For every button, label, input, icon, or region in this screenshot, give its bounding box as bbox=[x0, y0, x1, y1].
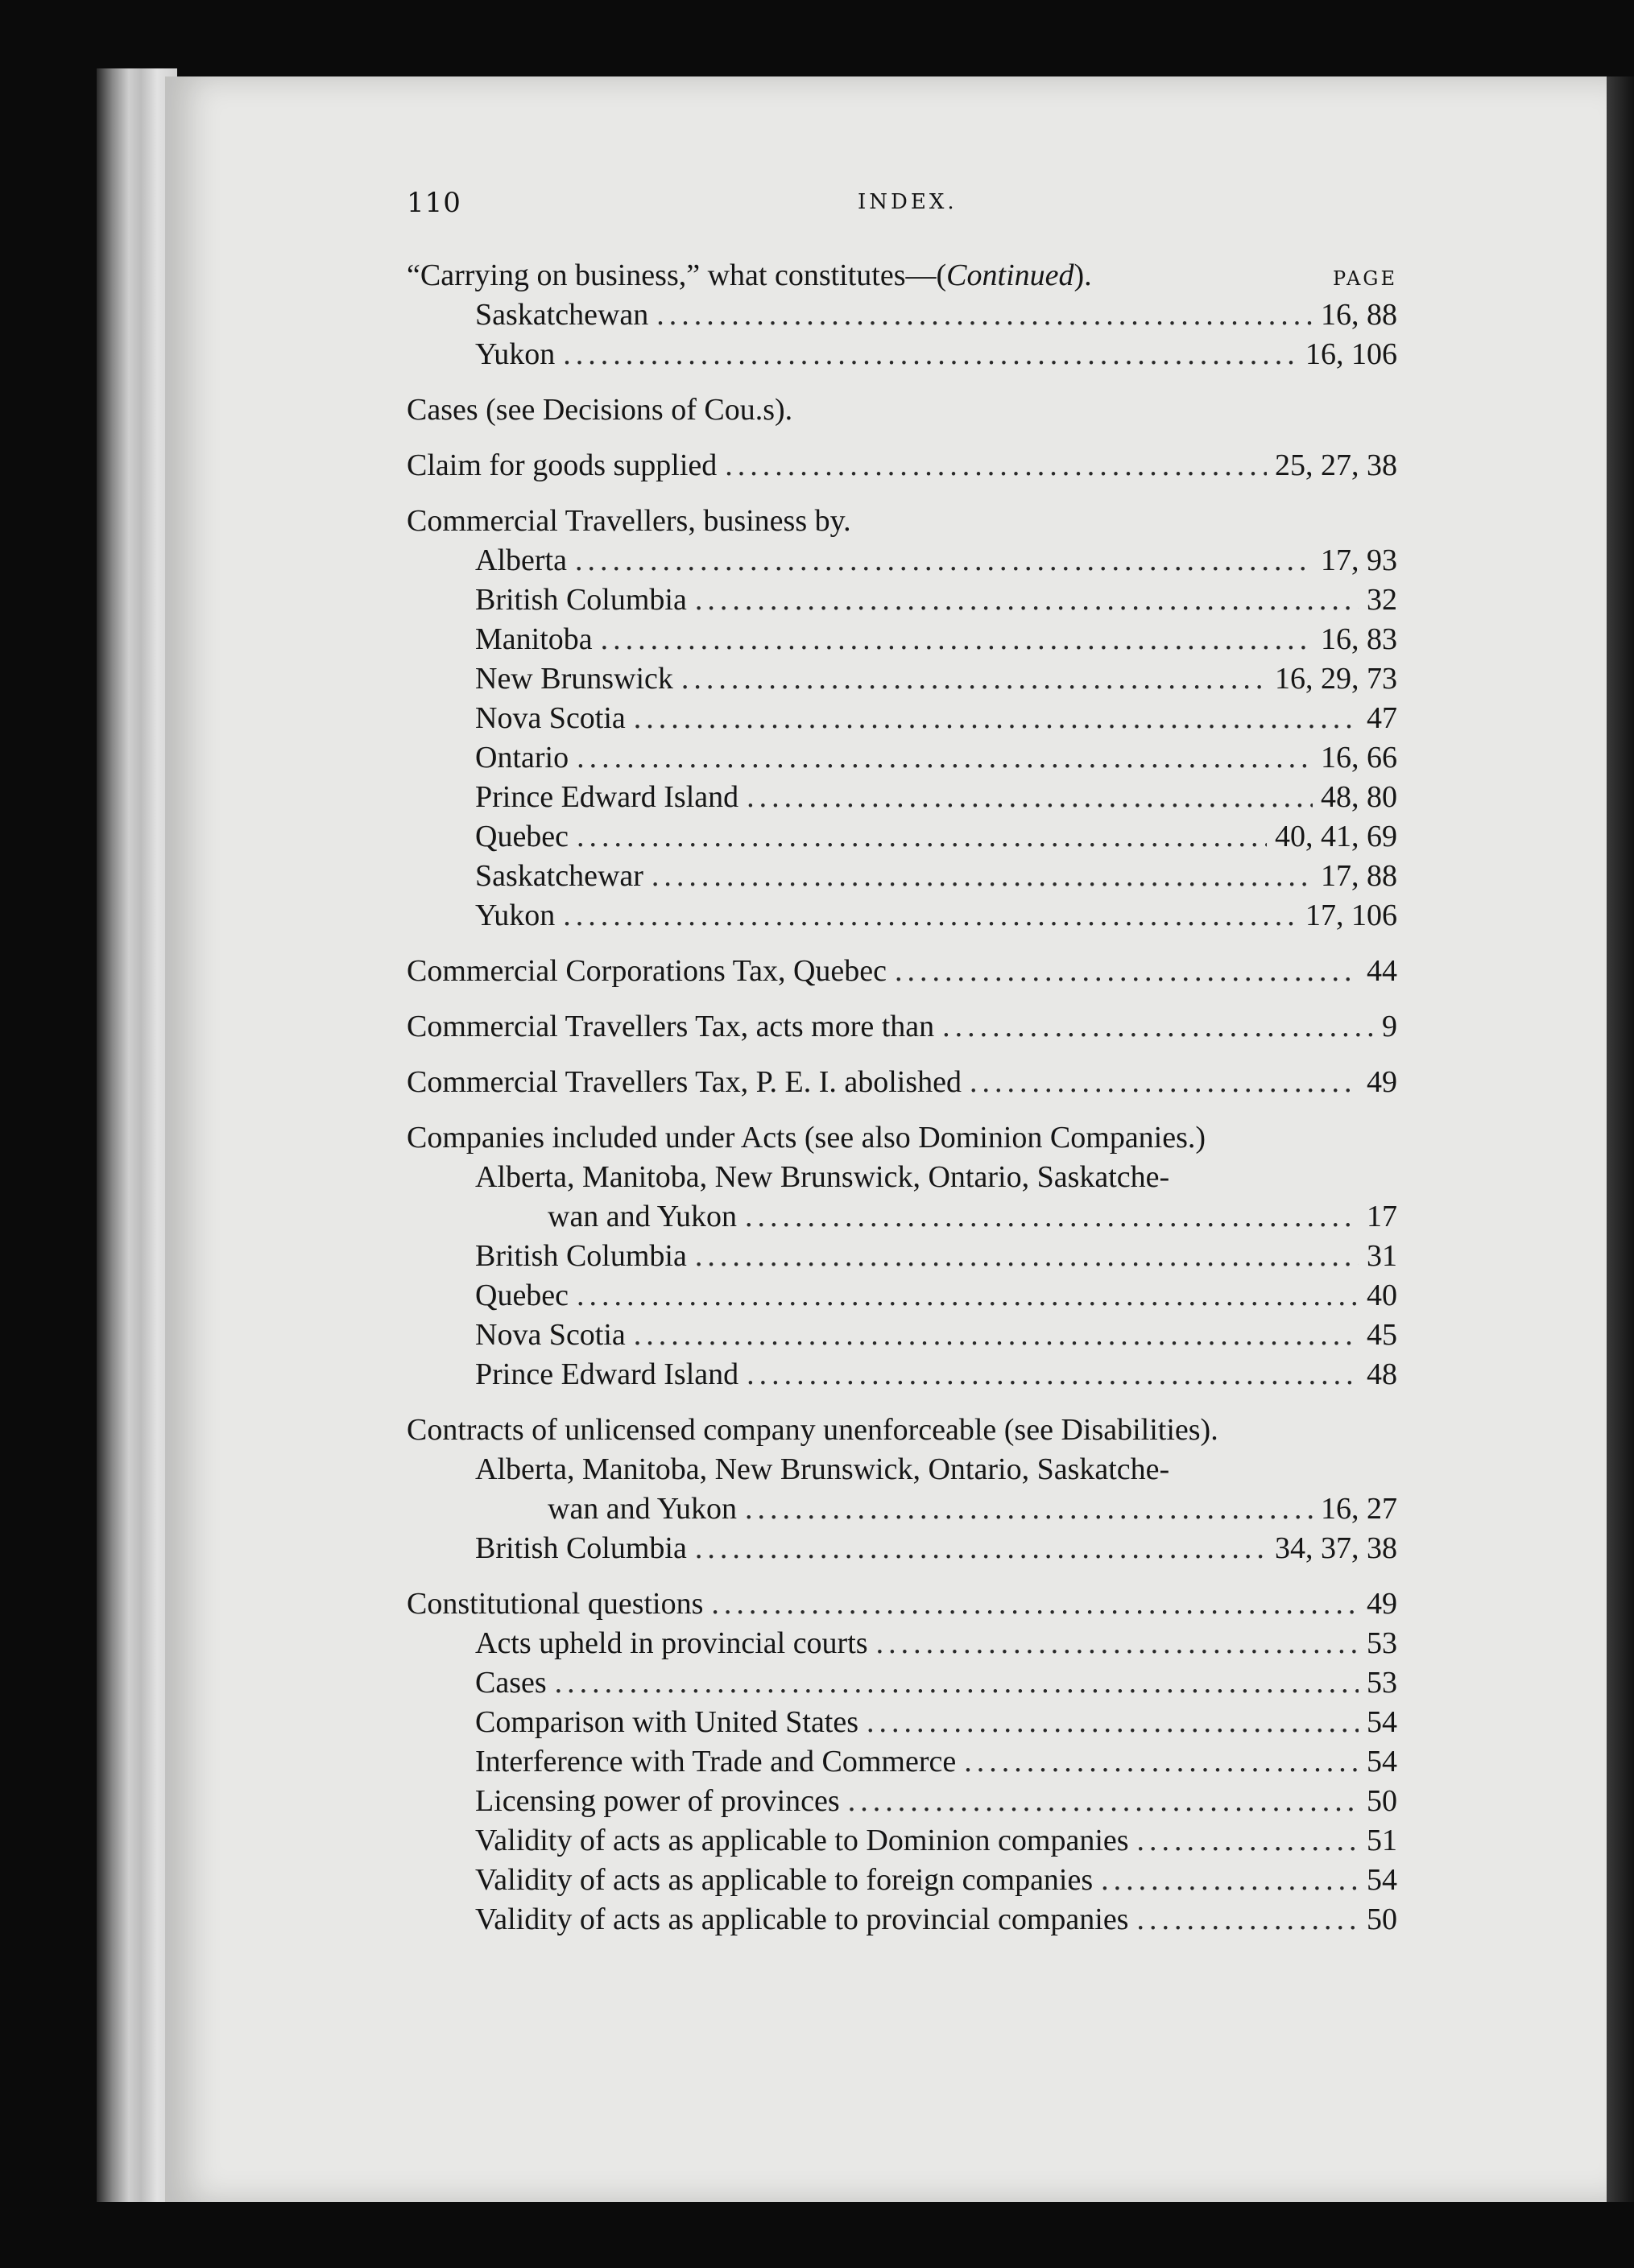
subentry-label: Yukon bbox=[475, 337, 556, 371]
leader-dots bbox=[711, 1584, 1359, 1624]
running-head: INDEX. bbox=[858, 190, 958, 214]
leader-dots bbox=[695, 1529, 1267, 1568]
subentry-label: Alberta, Manitoba, New Brunswick, Ontario, Saskatche- bbox=[475, 1160, 1170, 1194]
subentry-label: Validity of acts as applicable to provincial companies bbox=[475, 1902, 1129, 1936]
continued-note: Continued bbox=[946, 258, 1074, 292]
heading-pages: 25, 27, 38 bbox=[1275, 448, 1397, 482]
subentry-label: Yukon bbox=[475, 899, 556, 932]
page-edge-shadow bbox=[1607, 76, 1634, 2202]
heading-text: Commercial Travellers, business by. bbox=[407, 504, 851, 538]
leader-dots bbox=[555, 1663, 1359, 1703]
index-subentry bbox=[407, 1703, 1397, 1742]
subentry-pages: 53 bbox=[1367, 1666, 1397, 1700]
subentry-label: Ontario bbox=[475, 741, 569, 775]
subentry-label: Validity of acts as applicable to foreign companies bbox=[475, 1863, 1094, 1897]
subentry-label: Prince Edward Island bbox=[475, 780, 739, 814]
leader-dots bbox=[895, 952, 1359, 991]
subentry-pages: 16, 88 bbox=[1321, 298, 1397, 332]
heading-text: Commercial Travellers Tax, P. E. I. abolished bbox=[407, 1065, 962, 1099]
index-subentry bbox=[407, 659, 1397, 699]
subentry-label: Validity of acts as applicable to Dominion companies bbox=[475, 1824, 1129, 1857]
index-subentry bbox=[407, 1355, 1397, 1394]
subentry-label: Alberta bbox=[475, 543, 567, 577]
leader-dots bbox=[725, 446, 1267, 485]
leader-dots bbox=[601, 620, 1313, 659]
index-subentry bbox=[407, 1742, 1397, 1782]
subentry-pages: 50 bbox=[1367, 1784, 1397, 1818]
subentry-label: Nova Scotia bbox=[475, 701, 626, 735]
subentry-pages: 54 bbox=[1367, 1745, 1397, 1778]
subentry-pages: 31 bbox=[1367, 1239, 1397, 1273]
subentry-label: Interference with Trade and Commerce bbox=[475, 1745, 957, 1778]
index-heading-carrying bbox=[407, 256, 1397, 295]
index-subentry bbox=[407, 778, 1397, 817]
index-subentry bbox=[407, 1624, 1397, 1663]
leader-dots bbox=[634, 699, 1359, 738]
subentry-pages: 47 bbox=[1367, 701, 1397, 735]
heading-text: Commercial Travellers Tax, acts more than bbox=[407, 1010, 935, 1043]
leader-dots bbox=[695, 1237, 1359, 1276]
subentry-pages: 16, 83 bbox=[1321, 622, 1397, 656]
subentry-pages: 16, 106 bbox=[1305, 337, 1397, 371]
subentry-pages: 17, 88 bbox=[1321, 859, 1397, 893]
index-subentry bbox=[407, 896, 1397, 936]
heading-text: Contracts of unlicensed company unenforceable (see Disabilities). bbox=[407, 1413, 1218, 1447]
leader-dots bbox=[848, 1782, 1359, 1821]
subentry-pages: 40, 41, 69 bbox=[1275, 820, 1397, 853]
heading-text: Claim for goods supplied bbox=[407, 448, 718, 482]
index-heading-travellers-tax bbox=[407, 1007, 1397, 1047]
subentry-label: New Brunswick bbox=[475, 662, 673, 696]
index-subentry bbox=[407, 1861, 1397, 1900]
subentry-label: Alberta, Manitoba, New Brunswick, Ontario, Saskatche- bbox=[475, 1452, 1170, 1486]
index-subentry bbox=[407, 1900, 1397, 1940]
index-subentry-group-cont bbox=[407, 1489, 1397, 1529]
subentry-label: British Columbia bbox=[475, 1531, 687, 1565]
page-number: 110 bbox=[407, 187, 461, 219]
subentry-pages: 17, 106 bbox=[1305, 899, 1397, 932]
leader-dots bbox=[577, 1276, 1359, 1316]
index-subentry bbox=[407, 295, 1397, 335]
subentry-label: Saskatchewan bbox=[475, 298, 649, 332]
page-header bbox=[407, 187, 1397, 227]
heading-text: Cases (see Decisions of Cou.s). bbox=[407, 393, 793, 427]
leader-dots bbox=[695, 580, 1359, 620]
leader-dots bbox=[964, 1742, 1359, 1782]
index-subentry bbox=[407, 620, 1397, 659]
leader-dots bbox=[745, 1489, 1313, 1529]
index-heading-claim bbox=[407, 446, 1397, 485]
index-subentry bbox=[407, 1316, 1397, 1355]
leader-dots bbox=[681, 659, 1267, 699]
leader-dots bbox=[656, 295, 1313, 335]
subentry-label: Cases bbox=[475, 1666, 547, 1700]
subentry-pages: 16, 27 bbox=[1321, 1492, 1397, 1526]
subentry-label: Quebec bbox=[475, 1279, 569, 1312]
index-subentry-group bbox=[407, 1158, 1397, 1197]
leader-dots bbox=[634, 1316, 1359, 1355]
heading-text: Constitutional questions bbox=[407, 1587, 704, 1621]
subentry-label: Saskatchewar bbox=[475, 859, 643, 893]
leader-dots bbox=[577, 738, 1313, 778]
subentry-label: Comparison with United States bbox=[475, 1705, 859, 1739]
heading-pages: 9 bbox=[1382, 1010, 1397, 1043]
page-column-label: PAGE bbox=[1333, 267, 1397, 290]
leader-dots bbox=[747, 1355, 1359, 1394]
index-subentry bbox=[407, 1821, 1397, 1861]
index-heading-corporations-tax bbox=[407, 952, 1397, 991]
heading-text: Companies included under Acts (see also Dominion Companies.) bbox=[407, 1121, 1206, 1155]
index-heading-companies bbox=[407, 1118, 1397, 1158]
leader-dots bbox=[745, 1197, 1359, 1237]
index-subentry bbox=[407, 541, 1397, 580]
subentry-label: wan and Yukon bbox=[548, 1492, 737, 1526]
index-subentry bbox=[407, 1237, 1397, 1276]
subentry-label: Prince Edward Island bbox=[475, 1357, 739, 1391]
index-subentry-group bbox=[407, 1450, 1397, 1489]
index-subentry bbox=[407, 1782, 1397, 1821]
leader-dots bbox=[563, 335, 1297, 374]
leader-dots bbox=[970, 1063, 1359, 1102]
index-subentry bbox=[407, 817, 1397, 857]
subentry-label: Acts upheld in provincial courts bbox=[475, 1626, 868, 1660]
subentry-pages: 48 bbox=[1367, 1357, 1397, 1391]
subentry-pages: 50 bbox=[1367, 1902, 1397, 1936]
subentry-pages: 34, 37, 38 bbox=[1275, 1531, 1397, 1565]
heading-pages: 49 bbox=[1367, 1587, 1397, 1621]
heading-text: “Carrying on business,” what constitutes—( bbox=[407, 258, 947, 292]
subentry-pages: 17 bbox=[1367, 1200, 1397, 1233]
index-heading-cases bbox=[407, 390, 1397, 430]
subentry-label: British Columbia bbox=[475, 1239, 687, 1273]
subentry-pages: 53 bbox=[1367, 1626, 1397, 1660]
heading-pages: 44 bbox=[1367, 954, 1397, 988]
subentry-pages: 16, 29, 73 bbox=[1275, 662, 1397, 696]
subentry-pages: 54 bbox=[1367, 1863, 1397, 1897]
subentry-label: Quebec bbox=[475, 820, 569, 853]
heading-text: Commercial Corporations Tax, Quebec bbox=[407, 954, 887, 988]
leader-dots bbox=[1101, 1861, 1359, 1900]
index-subentry-group-cont bbox=[407, 1197, 1397, 1237]
subentry-label: wan and Yukon bbox=[548, 1200, 737, 1233]
leader-dots bbox=[1136, 1900, 1359, 1940]
subentry-pages: 40 bbox=[1367, 1279, 1397, 1312]
heading-pages: 49 bbox=[1367, 1065, 1397, 1099]
index-subentry bbox=[407, 335, 1397, 374]
subentry-pages: 17, 93 bbox=[1321, 543, 1397, 577]
heading-end: ). bbox=[1073, 258, 1092, 292]
leader-dots bbox=[652, 857, 1313, 896]
index-heading-constitutional bbox=[407, 1584, 1397, 1624]
subentry-label: Nova Scotia bbox=[475, 1318, 626, 1352]
index-content bbox=[407, 256, 1397, 1940]
subentry-pages: 16, 66 bbox=[1321, 741, 1397, 775]
leader-dots bbox=[577, 817, 1267, 857]
index-heading-contracts bbox=[407, 1411, 1397, 1450]
index-subentry bbox=[407, 1663, 1397, 1703]
subentry-label: Licensing power of provinces bbox=[475, 1784, 840, 1818]
subentry-pages: 51 bbox=[1367, 1824, 1397, 1857]
index-subentry bbox=[407, 738, 1397, 778]
leader-dots bbox=[575, 541, 1313, 580]
index-subentry bbox=[407, 1276, 1397, 1316]
index-subentry bbox=[407, 699, 1397, 738]
leader-dots bbox=[942, 1007, 1374, 1047]
index-subentry bbox=[407, 1529, 1397, 1568]
leader-dots bbox=[747, 778, 1313, 817]
index-subentry bbox=[407, 857, 1397, 896]
index-subentry bbox=[407, 580, 1397, 620]
leader-dots bbox=[1137, 1821, 1359, 1861]
subentry-label: Manitoba bbox=[475, 622, 593, 656]
subentry-pages: 54 bbox=[1367, 1705, 1397, 1739]
subentry-pages: 45 bbox=[1367, 1318, 1397, 1352]
subentry-label: British Columbia bbox=[475, 583, 687, 617]
index-heading-commercial-travellers bbox=[407, 502, 1397, 541]
leader-dots bbox=[563, 896, 1297, 936]
subentry-pages: 48, 80 bbox=[1321, 780, 1397, 814]
leader-dots bbox=[876, 1624, 1359, 1663]
leader-dots bbox=[867, 1703, 1359, 1742]
subentry-pages: 32 bbox=[1367, 583, 1397, 617]
index-heading-travellers-tax-pei bbox=[407, 1063, 1397, 1102]
